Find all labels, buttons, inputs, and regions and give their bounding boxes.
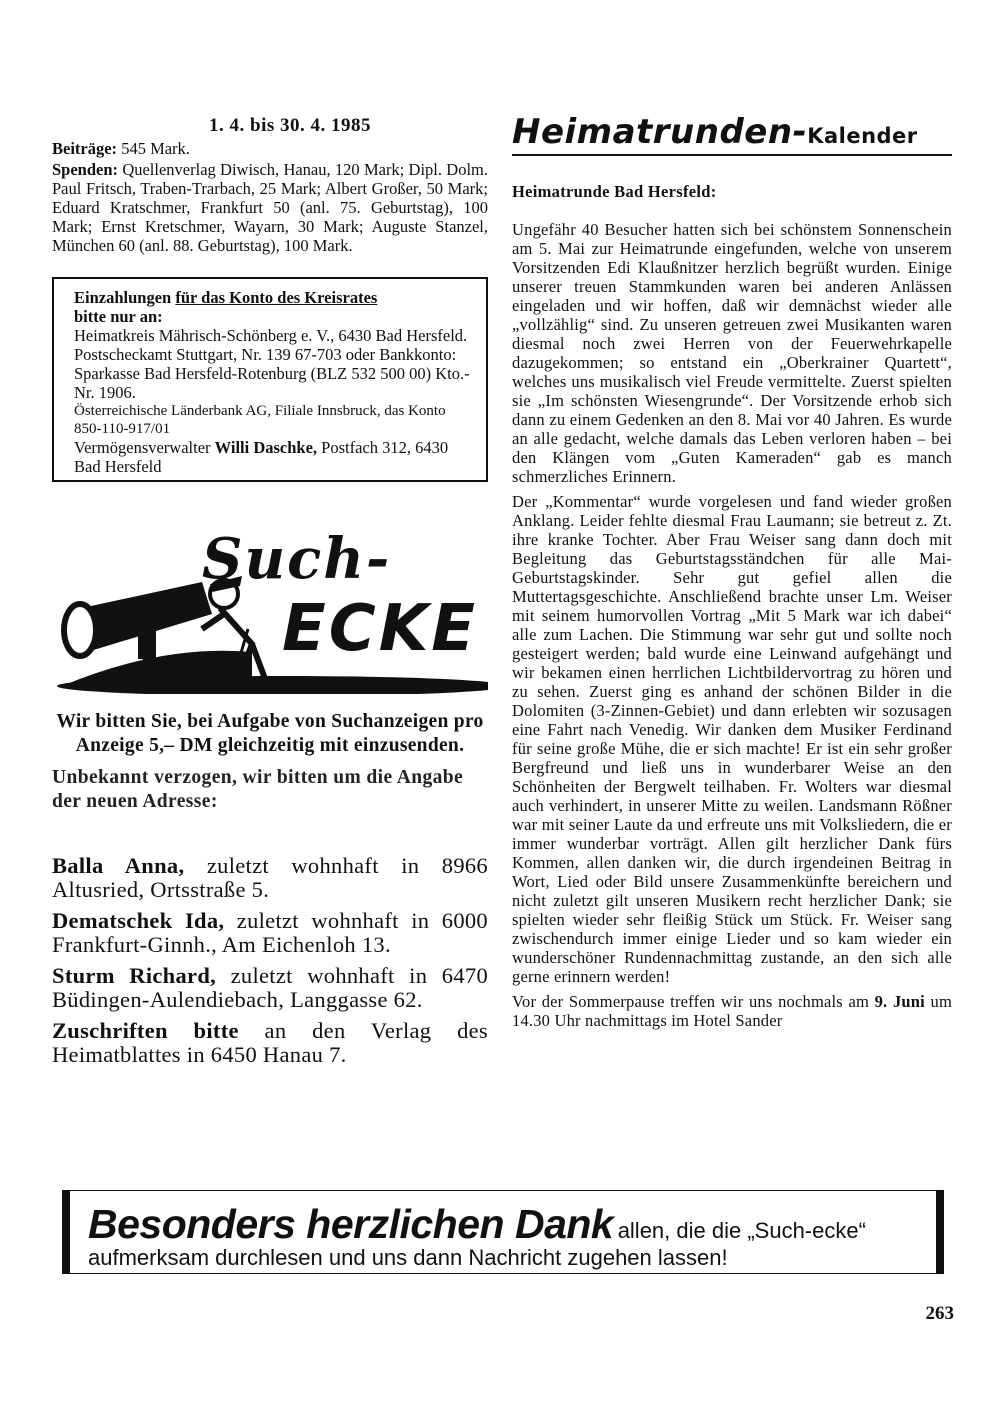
banner-big-text: Besonders herzlichen Dank [88,1201,614,1247]
title-kalender: Kalender [807,124,918,148]
konto-line2: Postscheckamt Stuttgart, Nr. 139 67-703 oder Bankkonto: Sparkasse Bad Hersfeld-Rotenburg (BLZ 532 500 00) Kto.-Nr. 1906. [74,345,470,402]
such-ecke-logo [52,526,488,694]
spenden-label: Spenden: [52,160,119,179]
para3-date: 9. Juni [874,992,925,1011]
konto-line3: Österreichische Länderbank AG, Filiale Innsbruck, das Konto 850-110-917/01 [74,403,446,437]
konto-line4-name: Willi Daschke, [214,438,318,457]
spenden [52,160,488,255]
konto-line4-suffix: Postfach 312, 6430 Bad Hersfeld [74,438,449,476]
paragraph-2: Der „Kommentar“ wurde vorgelesen und fand wieder großen Anklang. Leider fehlte diesmal Frau Laumann; sie betreut z. Zt. ihre kranke Tochter. Aber Frau Weiser sang dann doch mit Begleitung das Geburtstagsständchen für alle Mai-Geburtstagskinder. Sehr gut gefiel allen die Muttertagsgeschichte. Anschließend brachte unser Lm. Weiser mit seinem humorvollen Vortrag „Mit 5 Mark war ich dabei“ alle zum Lachen. Die Stimmung war sehr gut und sollte noch gesteigert werden; bald wurde eine Leinwand aufgehängt und wir bekamen einen herrlichen Lichtbildervortrag zu hören und zu sehen. Zuerst ging es anhand der schönen Bilder in die Dolomiten (3-Zinnen-Gebiet) und dann erlebten wir sozusagen eine Fahrt nach Venedig. Wir danken dem Musiker Ferdinand für seine große Mühe, die er sich machte! Er ist ein sehr großer Bergfreund und ließ uns in wunderbarer Weise an den Schönheiten der Bergwelt teilhaben. Fr. Wolters war diesmal auch verhindert, in unserer Mitte zu weilen. Landsmann Rößner war mit seiner Laute da und erfreute uns mit Volksliedern, die er immer wunderbar vorträgt. Allen gilt herzlicher Dank fürs Kommen, allen danken wir, die durch irgendeinen Beitrag in Wort, Lied oder Bild unsere Zusammenkünfte bereichern und nicht zuletzt gilt unseren Musikern recht herzlicher Dank; sie spielten wieder sehr fleißig Stück um Stück. Fr. Weiser sang zwischendurch immer einige Lieder und so kam wieder ein wunderschöner Rundennachmittag zustande, an den sich alle gerne erinnern werden! [512,492,952,986]
person-name: Dematschek Ida, [52,908,225,933]
heimatrunden-kalender-title [512,112,952,152]
beitraege-value: 545 Mark. [121,139,190,158]
zuschriften-label: Zuschriften bitte [52,1018,239,1043]
donation-period: 1. 4. bis 30. 4. 1985 [209,115,371,136]
konto-heading-part1: Einzahlungen [74,288,172,307]
such-logo-bottom: ECKE [282,592,478,666]
konto-box [52,277,488,482]
para3-suffix: um 14.30 Uhr nachmittags im Hotel Sander [512,992,953,1030]
beitraege-label: Beiträge: [52,139,118,158]
thanks-banner [62,1190,944,1274]
subheading: Heimatrunde Bad Hersfeld: [512,182,717,201]
person-address: zuletzt wohnhaft in 8966 Altusried, Ortsstraße 5. [52,853,488,902]
missing-person [52,854,488,902]
paragraph-3 [512,992,952,1030]
konto-heading-line2: bitte nur an: [74,307,163,326]
missing-persons-list [52,854,488,1067]
appeal-text: Wir bitten Sie, bei Aufgabe von Suchanzeigen pro Anzeige 5,– DM gleichzeitig mit einzusenden. [56,711,484,756]
beitraege [52,139,488,158]
page-number: 263 [925,1303,954,1324]
left-column [52,115,488,1067]
person-name: Balla Anna, [52,853,185,878]
such-logo-top: Such- [202,526,392,592]
person-name: Sturm Richard, [52,963,217,988]
spenden-text: Quellenverlag Diwisch, Hanau, 120 Mark; Dipl. Dolm. Paul Fritsch, Traben-Trarbach, 25 Mark; Albert Großer, 50 Mark; Eduard Kratschmer, Frankfurt 50 (anl. 75. Geburtstag), 100 Mark; Ernst Kretschmer, Wayarn, 30 Mark; Auguste Stanzel, München 60 (anl. 88. Geburtstag), 100 Mark. [52,160,488,255]
zuschriften-note [52,1019,488,1067]
konto-heading-part2: für das Konto des Kreisrates [175,288,378,307]
unbekannt-text: Unbekannt verzogen, wir bitten um die Angabe der neuen Adresse: [52,767,464,812]
title-script: Heimatrunden- [512,112,808,152]
missing-person [52,909,488,957]
banner-rest-text: allen, die die „Such-ecke“ aufmerksam durchlesen und uns dann Nachricht zugehen lassen! [88,1218,866,1270]
konto-line4-prefix: Vermögensverwalter [74,438,211,457]
paragraph-1: Ungefähr 40 Besucher hatten sich bei schönstem Sonnenschein am 5. Mai zur Heimatrunde eingefunden, welche von unserem Vorsitzenden Edi Klaußnitzer herzlich begrüßt wurden. Einige unserer treuen Stammkunden waren bei anderen Anlässen eingeladen und wir hoffen, daß wir demnächst wieder alle „vollzählig“ sind. Zu unseren getreuen zwei Musikanten waren diesmal noch zwei Herren von der Feuerwehrkapelle dazugekommen; so entstand ein „Oberkrainer Quartett“, welches uns musikalisch viel Freude vermittelte. Zuerst spielten sie „Im schönsten Wiesengrunde“. Der Vorsitzende erhob sich dann zu einem Gedenken an den 8. Mai vor 40 Jahren. Es wurde an alle gedacht, welche damals das Leben verloren haben – bei den Klängen vom „Guten Kameraden“ gab es manch schmerzliches Erinnern. [512,220,952,486]
title-rule [512,154,952,156]
person-address: zuletzt wohnhaft in 6000 Frankfurt-Ginnh., Am Eichenloh 13. [52,908,488,957]
konto-line1: Heimatkreis Mährisch-Schönberg e. V., 6430 Bad Hersfeld. [74,326,468,345]
konto-heading [74,288,474,307]
missing-person [52,964,488,1012]
konto-line4 [74,438,474,476]
person-address: zuletzt wohnhaft in 6470 Büdingen-Aulendiebach, Langgasse 62. [52,963,488,1012]
para3-prefix: Vor der Sommerpause treffen wir uns nochmals am [512,992,870,1011]
zuschriften-address: an den Verlag des Heimatblattes in 6450 Hanau 7. [52,1018,488,1067]
right-column [512,112,952,1030]
